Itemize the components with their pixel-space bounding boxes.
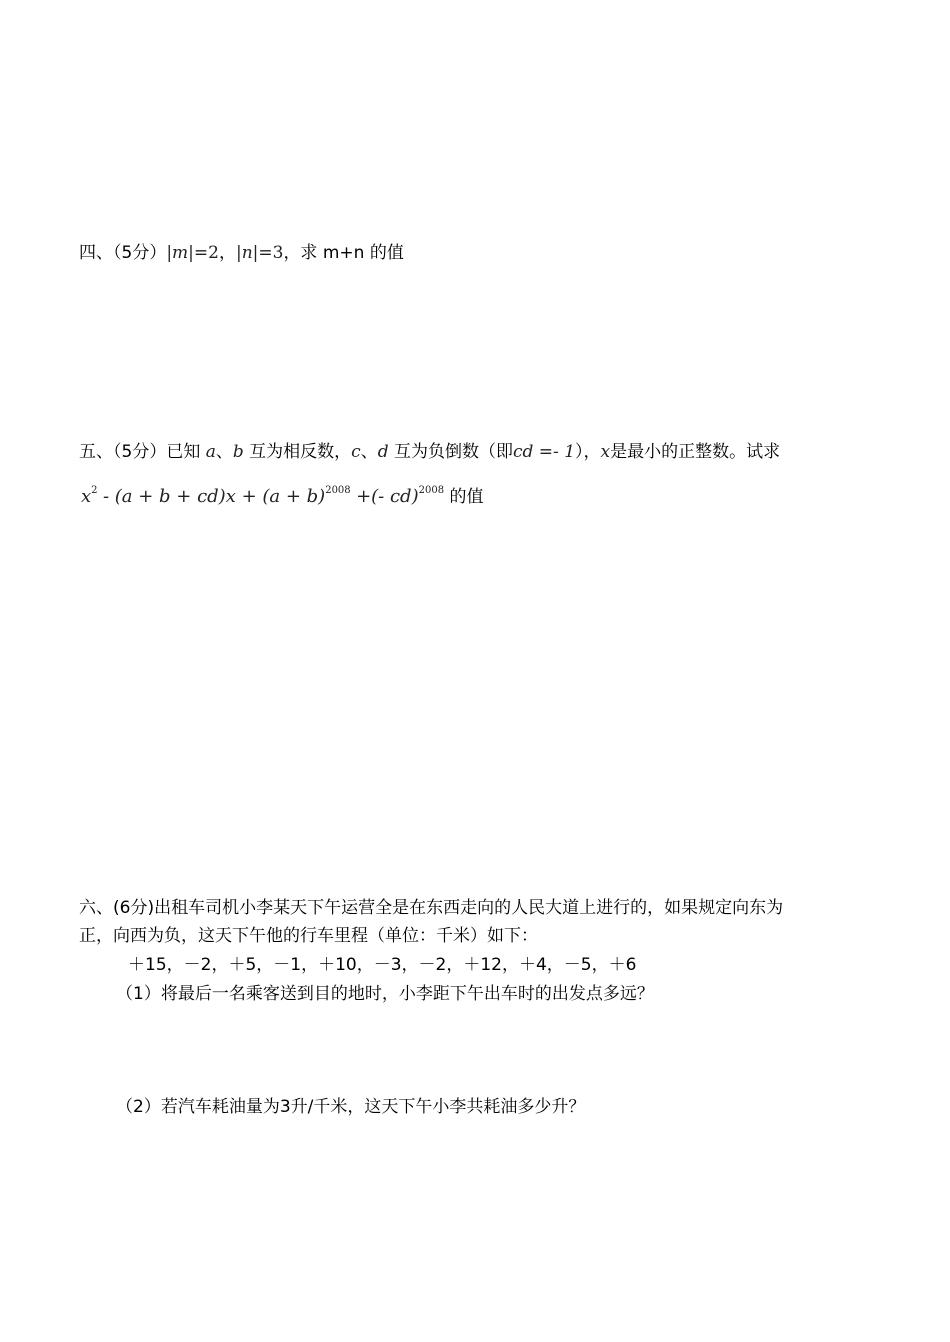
question-6-sub-2: （2）若汽车耗油量为3升/千米，这天下午小李共耗油多少升？ [116, 1097, 586, 1117]
q5-heading: 五、（5分）已知 [79, 442, 201, 462]
q5-formula-part-1: - (a + b + cd)x + (a + b) [102, 486, 326, 507]
q4-tail: ，求 m+n 的值 [283, 243, 404, 263]
q5-text-2: 互为负倒数（即 [394, 442, 513, 462]
question-6-line-2: 正，向西为负，这天下午他的行车里程（单位：千米）如下： [79, 926, 538, 946]
q5-var-a: a [205, 442, 216, 462]
q4-abs-n: |n| [235, 243, 259, 263]
question-6-mileage: ＋15，－2，＋5，－1，＋10，－3，－2，＋12，＋4，－5，＋6 [128, 955, 637, 975]
q5-text-3: ）， [575, 442, 601, 462]
q5-formula-sup-2008-b: 2008 [418, 485, 445, 496]
q5-text-4: 是最小的正整数。试求 [610, 442, 781, 462]
q4-eq-2: =2 [193, 243, 219, 263]
q4-abs-m: |m| [166, 243, 194, 263]
q4-heading: 四、（5分） [79, 243, 167, 263]
question-6-line-1: 六、(6分)出租车司机小李某天下午运营全是在东西走向的人民大道上进行的，如果规定向东为 [79, 898, 784, 918]
q5-text-1: 互为相反数， [249, 442, 352, 462]
q5-formula-sup-2008-a: 2008 [325, 485, 351, 496]
q5-formula-part-2: +(- cd) [356, 486, 419, 507]
q5-dun-2: 、 [360, 442, 378, 462]
q4-eq-3: =3 [258, 243, 284, 263]
question-5-line-1 [79, 441, 780, 463]
question-4 [79, 242, 404, 264]
q5-var-x: x [600, 442, 611, 462]
q4-sep: ， [218, 243, 236, 263]
q5-var-b: b [232, 442, 244, 462]
q5-dun-1: 、 [215, 442, 233, 462]
q5-formula-tail: 的值 [449, 487, 484, 507]
q5-formula-x: x [81, 486, 92, 507]
q5-var-c: c [351, 442, 361, 462]
question-6-sub-1: （1）将最后一名乘客送到目的地时，小李距下午出车时的出发点多远？ [116, 984, 654, 1004]
q5-var-d: d [377, 442, 389, 462]
q5-formula-sup-2: 2 [91, 485, 98, 496]
question-5-formula [81, 480, 483, 508]
q5-cd-eq: cd =- 1 [513, 442, 576, 462]
